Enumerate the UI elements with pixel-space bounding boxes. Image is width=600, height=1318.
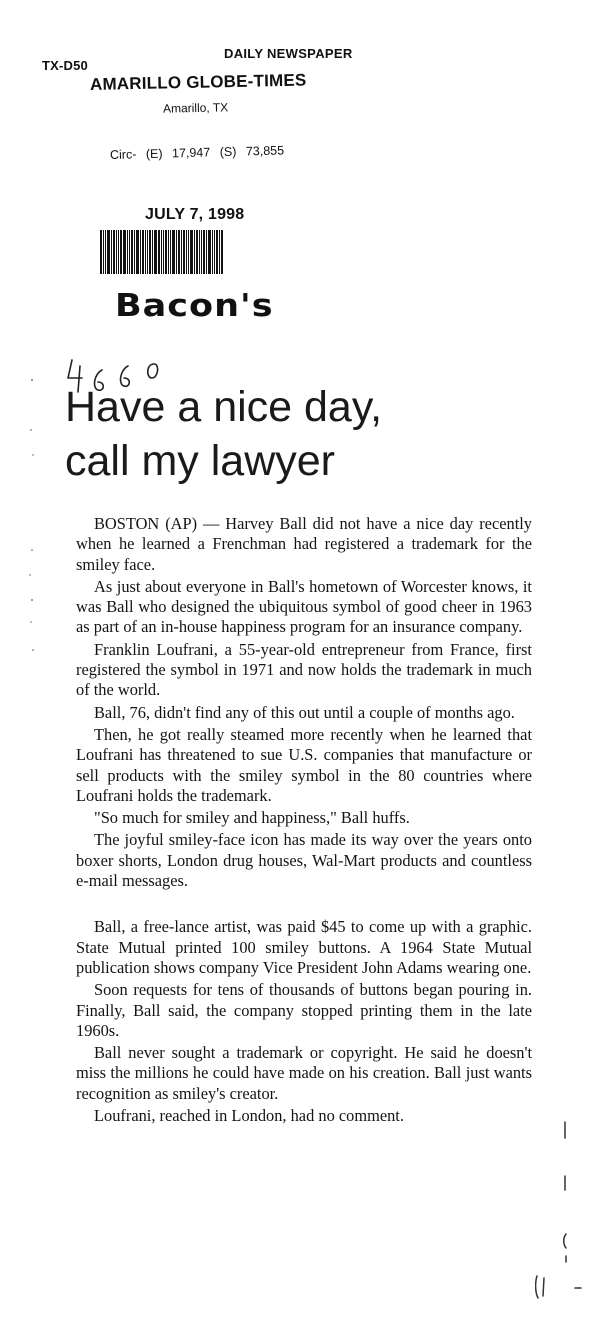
headline-line-2: call my lawyer: [65, 437, 335, 485]
barcode-bar: [161, 230, 162, 274]
clipping-code: TX-D50: [42, 58, 88, 73]
barcode-bar: [221, 230, 223, 274]
circulation-sunday-value: 73,855: [245, 143, 285, 159]
barcode-bar: [107, 230, 110, 274]
barcode-bar: [196, 230, 198, 274]
barcode-bar: [131, 230, 133, 274]
barcode-bar: [165, 230, 167, 274]
circulation-evening-key: (E): [145, 146, 163, 162]
barcode-bar: [206, 230, 207, 274]
barcode-bar: [127, 230, 128, 274]
barcode-bar: [154, 230, 157, 274]
barcode-bar: [152, 230, 153, 274]
barcode-bar: [149, 230, 151, 274]
barcode-bar: [116, 230, 117, 274]
circulation-label: Circ-: [109, 147, 137, 162]
barcode-bar: [120, 230, 122, 274]
barcode-bar: [190, 230, 193, 274]
barcode-bar: [219, 230, 220, 274]
barcode-bar: [212, 230, 213, 274]
newspaper-city: Amarillo, TX: [162, 100, 229, 116]
circulation-evening-value: 17,947: [171, 145, 211, 161]
article-paragraph: Loufrani, reached in London, had no comment.: [94, 1106, 404, 1126]
barcode-bar: [134, 230, 135, 274]
bacons-logo: Bacon's: [115, 288, 274, 324]
article-headline: [65, 380, 585, 488]
article-paragraph: Ball, 76, didn't find any of this out until a couple of months ago.: [94, 702, 515, 722]
barcode-bar: [208, 230, 211, 274]
barcode-bar: [176, 230, 177, 274]
article-paragraph: Ball never sought a trademark or copyright. He said he doesn't miss the millions he could have made on his creation. Ball just wants recognition as smiley's creator.: [76, 1043, 532, 1103]
barcode-bar: [136, 230, 139, 274]
publication-type: DAILY NEWSPAPER: [224, 46, 353, 61]
headline-line-1: Have a nice day,: [65, 383, 383, 431]
barcode-bar: [111, 230, 112, 274]
circulation-sunday-key: (S): [219, 144, 237, 160]
barcode-bar: [214, 230, 215, 274]
barcode-bar: [140, 230, 141, 274]
barcode-bar: [186, 230, 187, 274]
barcode-bar: [203, 230, 205, 274]
article-paragraph: Soon requests for tens of thousands of buttons began pouring in. Finally, Ball said, the company stopped printing them in the late 1960s.: [76, 980, 532, 1040]
barcode-bar: [147, 230, 148, 274]
barcode-bar: [158, 230, 160, 274]
article-body: [76, 514, 532, 1128]
barcode-bar: [145, 230, 146, 274]
article-paragraph: BOSTON (AP) — Harvey Ball did not have a nice day recently when he learned a Frenchman had registered a trademark for the smiley face.: [76, 514, 532, 574]
barcode-bar: [172, 230, 175, 274]
barcode-bar: [100, 230, 102, 274]
barcode-bar: [168, 230, 169, 274]
barcode-bar: [118, 230, 119, 274]
barcode-bar: [170, 230, 171, 274]
barcode-bar: [103, 230, 104, 274]
barcode-bar: [181, 230, 182, 274]
newspaper-name: AMARILLO GLOBE-TIMES: [89, 70, 307, 94]
barcode-bar: [123, 230, 126, 274]
article-paragraph: Then, he got really steamed more recently when he learned that Loufrani has threatened to sue U.S. companies that manufacture or sell products with the smiley symbol in the 80 countries where Loufrani holds the trademark.: [76, 724, 532, 805]
barcode-bar: [188, 230, 189, 274]
barcode-bar: [113, 230, 115, 274]
barcode-bar: [194, 230, 195, 274]
circulation-line: [110, 143, 290, 162]
barcode-bar: [199, 230, 200, 274]
barcode-bar: [183, 230, 185, 274]
barcode-bar: [129, 230, 130, 274]
article-paragraph: "So much for smiley and happiness," Ball huffs.: [94, 808, 410, 828]
barcode-bar: [216, 230, 218, 274]
margin-marks-icon: [535, 1110, 585, 1310]
barcode-bar: [142, 230, 144, 274]
barcode-bar: [105, 230, 106, 274]
scan-speckle-icon: [20, 360, 40, 680]
barcode-icon: [100, 230, 290, 274]
article-paragraph: Ball, a free-lance artist, was paid $45 to come up with a graphic. State Mutual printed 100 smiley buttons. A 1964 State Mutual publication shows company Vice President John Adams wearing one.: [76, 917, 532, 977]
article-paragraph: As just about everyone in Ball's hometown of Worcester knows, it was Ball who designed the ubiquitous symbol of good cheer in 1963 as part of an in-house happiness program for an insurance company.: [76, 576, 532, 637]
barcode-bar: [163, 230, 164, 274]
barcode-bar: [201, 230, 202, 274]
article-paragraph: The joyful smiley-face icon has made its way over the years onto boxer shorts, London drug houses, Wal-Mart products and countless e-mail messages.: [76, 830, 532, 891]
barcode-bar: [178, 230, 180, 274]
article-paragraph: Franklin Loufrani, a 55-year-old entrepreneur from France, first registered the symbol in 1971 and now holds the trademark in much of the world.: [76, 639, 532, 700]
date-stamp: JULY 7, 1998: [145, 206, 245, 223]
